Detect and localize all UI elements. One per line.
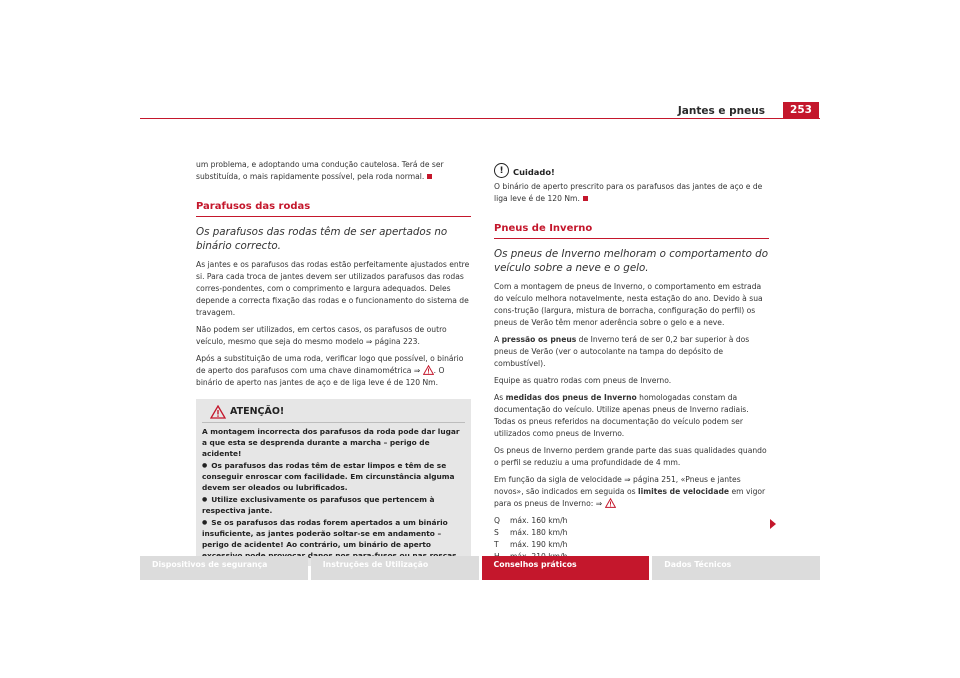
speed-row: Q máx. 160 km/h: [494, 516, 568, 525]
warning-text: [202, 422, 465, 561]
header-divider: [140, 118, 820, 119]
tab-dados-tecnicos[interactable]: Dados Técnicos: [652, 556, 820, 580]
next-page-arrow-icon[interactable]: [770, 519, 776, 529]
end-marker-icon: [427, 174, 432, 179]
left-column: [196, 159, 471, 566]
warning-lead: A montagem incorrecta dos parafusos da roda pode dar lugar a que esta se desprenda durante a marcha – perigo de acidente!: [202, 427, 460, 458]
paragraph: Com a montagem de pneus de Inverno, o comportamento em estrada do veículo melhora notavelmente, nesta estação do ano. Devido à sua cons-trução (largura, mistura de borracha, configuração do perfil) os pneus de Verão têm menor aderência sobre o gelo e a neve.: [494, 282, 763, 327]
right-column: [494, 163, 769, 563]
footer-nav: [140, 556, 820, 580]
section-subtitle: Os pneus de Inverno melhoram o comportamento do veículo sobre a neve e o gelo.: [494, 248, 768, 274]
warning-triangle-icon: [605, 498, 616, 508]
paragraph: Equipe as quatro rodas com pneus de Inverno.: [494, 376, 672, 385]
intro-paragraph: um problema, e adoptando uma condução cautelosa. Terá de ser substituída, o mais rapidamente possível, pela roda normal.: [196, 160, 444, 181]
paragraph: Não podem ser utilizados, em certos casos, os parafusos de outro veículo, mesmo que seja do mesmo modelo ⇒ página 223.: [196, 325, 447, 346]
paragraph: Após a substituição de uma roda, verificar logo que possível, o binário de aperto dos parafusos com uma chave dinamométrica ⇒ . O binário de aperto nas jantes de aço e de liga leve é de 120 Nm.: [196, 354, 464, 387]
end-marker-icon: [583, 196, 588, 201]
section-subtitle: Os parafusos das rodas têm de ser apertados no binário correcto.: [196, 226, 448, 252]
section-title: Parafusos das rodas: [196, 201, 471, 217]
paragraph: A pressão os pneus de Inverno terá de ser 0,2 bar superior à dos pneus de Verão (ver o autocolante na tampa do depósito de combustível).: [494, 335, 750, 368]
tab-instrucoes-de-utilizacao[interactable]: Instruções de Utilização: [311, 556, 479, 580]
page-number: 253: [783, 102, 819, 119]
tab-conselhos-praticos[interactable]: Conselhos práticos: [482, 556, 650, 580]
paragraph: As jantes e os parafusos das rodas estão perfeitamente ajustados entre si. Para cada troca de jantes devem ser utilizados parafusos das rodas corres-pondentes, com o comprimento e largura adequados. Deles depende a correcta fixação das rodas e o funcionamento do sistema de travagem.: [196, 260, 470, 317]
section-title: Pneus de Inverno: [494, 223, 769, 239]
speed-row: T máx. 190 km/h: [494, 540, 568, 549]
tab-dispositivos-de-seguranca[interactable]: Dispositivos de segurança: [140, 556, 308, 580]
caution-text: O binário de aperto prescrito para os parafusos das jantes de aço e de liga leve é de 120 Nm.: [494, 182, 763, 203]
warning-triangle-icon: [423, 365, 434, 375]
paragraph: As medidas dos pneus de Inverno homologadas constam da documentação do veículo. Utilize apenas pneus de Inverno radiais. Todas os pneus referidos na documentação do veículo podem ser utilizados como pneus de Inverno.: [494, 393, 749, 438]
caution-header: ! Cuidado!: [494, 163, 769, 178]
warning-bullet: ● Utilize exclusivamente os parafusos que pertencem à respectiva jante.: [202, 494, 465, 516]
paragraph: Os pneus de Inverno perdem grande parte das suas qualidades quando o perfil se reduziu a uma profundidade de 4 mm.: [494, 446, 767, 467]
speed-row: S máx. 180 km/h: [494, 528, 568, 537]
warning-box: [196, 399, 471, 566]
warning-header: ATENÇÃO!: [210, 405, 465, 419]
warning-bullet: ● Se os parafusos das rodas forem apertados a um binário insuficiente, as jantes poderão soltar-se em andamento – perigo de acidente! Ao contrário, um binário de aperto: [202, 517, 465, 561]
exclamation-icon: !: [494, 163, 509, 178]
warning-bullet: ● Os parafusos das rodas têm de estar limpos e têm de se conseguir enroscar com facilidade. Em circunstância alguma devem ser oleados ou lubrificados.: [202, 460, 465, 493]
warning-triangle-icon: [210, 405, 226, 419]
header-title: Jantes e pneus: [677, 105, 765, 117]
paragraph: Em função da sigla de velocidade ⇒ página 251, «Pneus e jantes novos», são indicados em seguida os limites de velocidade em vigor para os pneus de Inverno: ⇒: [494, 475, 766, 508]
